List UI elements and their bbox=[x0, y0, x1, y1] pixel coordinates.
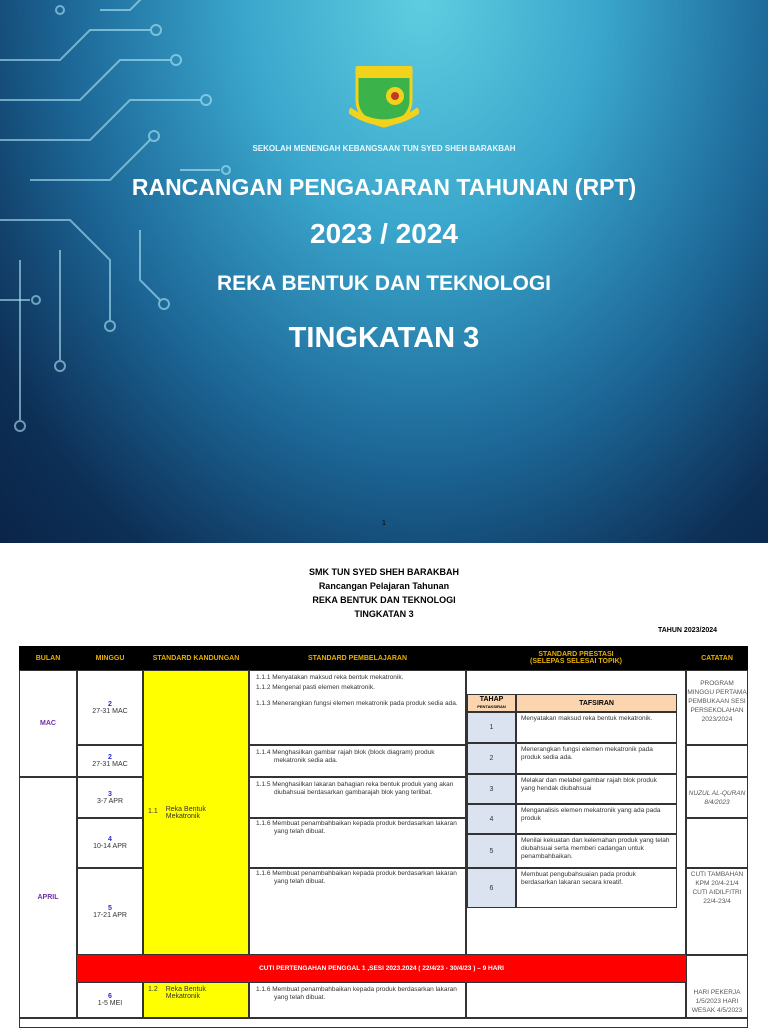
sk-code: 1.2 bbox=[148, 986, 158, 993]
tafsiran-text: Menyatakan maksud reka bentuk mekatronik. bbox=[516, 712, 677, 743]
tahap-header-label: TAHAP bbox=[479, 696, 504, 703]
slide-subject: REKA BENTUK DAN TEKNOLOGI bbox=[216, 272, 552, 295]
sp-item: 1.1.6 Membuat penambahbaikan kepada produk berdasarkan lakaran yang telah dibuat. bbox=[256, 986, 457, 1001]
catatan-cell: HARI PEKERJA 1/5/2023 HARI WESAK 4/5/2023 bbox=[686, 955, 748, 1018]
header-minggu: MINGGU bbox=[77, 646, 143, 670]
doc-heading bbox=[0, 565, 768, 621]
month-mac: MAC bbox=[19, 670, 77, 777]
sk-code: 1.1 bbox=[148, 808, 158, 815]
month-april: APRIL bbox=[19, 777, 77, 1018]
standard-kandungan-1-1 bbox=[143, 670, 249, 955]
tafsiran-text: Menilai kekuatan dan kelemahan produk yang telah diubahsuai serta memberi cadangan untuk penambahbaikan. bbox=[516, 834, 677, 868]
catatan-cell: PROGRAM MINGGU PERTAMA PEMBUKAAN SESI PERSEKOLAHAN 2023/2024 bbox=[686, 670, 748, 745]
sp-cell bbox=[249, 670, 466, 745]
catatan-cell bbox=[686, 745, 748, 777]
sp-item: 1.1.1 Menyatakan maksud reka bentuk mekatronik. bbox=[256, 674, 404, 681]
week-cell bbox=[77, 670, 143, 745]
week-dates: 3-7 APR bbox=[96, 797, 124, 805]
week-cell bbox=[77, 868, 143, 955]
week-number: 2 bbox=[108, 700, 112, 708]
sp-item: 1.1.5 Menghasilkan lakaran bahagian reka bentuk produk yang akan diubahsuai berdasarkan gambarajah blok yang terlibat. bbox=[256, 781, 454, 796]
sp-cell bbox=[249, 818, 466, 868]
week-dates: 27-31 MAC bbox=[92, 707, 128, 715]
heading-line: SMK TUN SYED SHEH BARAKBAH bbox=[308, 567, 459, 577]
week-cell bbox=[77, 982, 143, 1018]
heading-line: Rancangan Pelajaran Tahunan bbox=[318, 581, 450, 591]
sp-item: 1.1.2 Mengenal pasti elemen mekatronik. bbox=[256, 684, 375, 691]
standard-prestasi-cell bbox=[466, 982, 686, 1018]
tahap-level: 3 bbox=[467, 774, 516, 804]
slide-title: RANCANGAN PENGAJARAN TAHUNAN (RPT) bbox=[131, 174, 637, 200]
tafsiran-header: TAFSIRAN bbox=[516, 694, 677, 712]
tafsiran-text: Melakar dan melabel gambar rajah blok produk yang hendak diubahsuai bbox=[516, 774, 677, 804]
sp-cell bbox=[249, 868, 466, 955]
week-number: 5 bbox=[108, 904, 112, 912]
heading-line: TINGKATAN 3 bbox=[354, 609, 414, 619]
catatan-cell: CUTI TAMBAHAN KPM 20/4-21/4 CUTI AIDILFITRI 22/4-23/4 bbox=[686, 868, 748, 955]
sp-item: 1.1.6 Membuat penambahbaikan kepada produk berdasarkan lakaran yang telah dibuat. bbox=[256, 870, 457, 885]
week-number: 2 bbox=[108, 754, 112, 761]
header-standard-pembelajaran: STANDARD PEMBELAJARAN bbox=[249, 646, 466, 670]
week-cell bbox=[77, 777, 143, 818]
week-number: 6 bbox=[108, 993, 112, 1000]
header-standard-prestasi: STANDARD PRESTASI (SELEPAS SELESAI TOPIK) bbox=[466, 646, 686, 670]
school-logo bbox=[349, 60, 419, 130]
slide-form: TINGKATAN 3 bbox=[288, 322, 480, 354]
sp-item: 1.1.3 Menerangkan fungsi elemen mekatronik pada produk sedia ada. bbox=[256, 700, 458, 707]
page-number: 1 bbox=[382, 520, 386, 527]
catatan-cell: NUZUL AL-QURAN 8/4/2023 bbox=[686, 777, 748, 818]
week-cell bbox=[77, 818, 143, 868]
header-bulan: BULAN bbox=[19, 646, 77, 670]
tahap-header bbox=[467, 694, 516, 712]
sp-cell bbox=[249, 745, 466, 777]
sk-label: Reka Bentuk Mekatronik bbox=[165, 805, 206, 820]
standard-kandungan-1-2 bbox=[143, 982, 249, 1018]
tahap-level: 2 bbox=[467, 743, 516, 774]
header-standard-kandungan: STANDARD KANDUNGAN bbox=[143, 646, 249, 670]
sk-label: Reka Bentuk Mekatronik bbox=[165, 986, 206, 1000]
tahap-level: 5 bbox=[467, 834, 516, 868]
week-dates: 10-14 APR bbox=[93, 843, 127, 850]
tafsiran-text: Menerangkan fungsi elemen mekatronik pada produk sedia ada. bbox=[516, 743, 677, 774]
header-catatan: CATATAN bbox=[686, 646, 748, 670]
week-dates: 1-5 MEI bbox=[97, 1000, 123, 1007]
next-row bbox=[19, 1018, 748, 1028]
catatan-cell bbox=[686, 818, 748, 868]
sp-item: 1.1.6 Membuat penambahbaikan kepada produk berdasarkan lakaran yang telah dibuat. bbox=[256, 820, 457, 835]
slide-year: 2023 / 2024 bbox=[310, 218, 458, 249]
sp-cell bbox=[249, 777, 466, 818]
sp-item: 1.1.4 Menghasilkan gambar rajah blok (block diagram) produk mekatronik sedia ada. bbox=[256, 749, 435, 764]
tafsiran-text: Membuat pengubahsuaian pada produk berdasarkan lakaran secara kreatif. bbox=[516, 868, 677, 908]
tahap-level: 4 bbox=[467, 804, 516, 834]
week-dates: 17-21 APR bbox=[93, 911, 127, 919]
sp-cell bbox=[249, 982, 466, 1018]
week-dates: 27-31 MAC bbox=[92, 761, 128, 768]
tahap-level: 1 bbox=[467, 712, 516, 743]
tahap-level: 6 bbox=[467, 868, 516, 908]
year-label: TAHUN 2023/2024 bbox=[658, 627, 718, 634]
school-name: SEKOLAH MENENGAH KEBANGSAAN TUN SYED SHEH BARAKBAH bbox=[252, 144, 516, 153]
heading-line: REKA BENTUK DAN TEKNOLOGI bbox=[312, 595, 456, 605]
week-cell bbox=[77, 745, 143, 777]
week-number: 3 bbox=[108, 790, 112, 798]
tahap-sub-label: PENTAKSIRAN bbox=[477, 704, 506, 709]
week-number: 4 bbox=[108, 836, 112, 843]
tafsiran-text: Menganalisis elemen mekatronik yang ada pada produk bbox=[516, 804, 677, 834]
holiday-banner: CUTI PERTENGAHAN PENGGAL 1 ,SESI 2023.2024 ( 22/4/23 - 30/4/23 ) – 9 HARI bbox=[77, 955, 686, 982]
